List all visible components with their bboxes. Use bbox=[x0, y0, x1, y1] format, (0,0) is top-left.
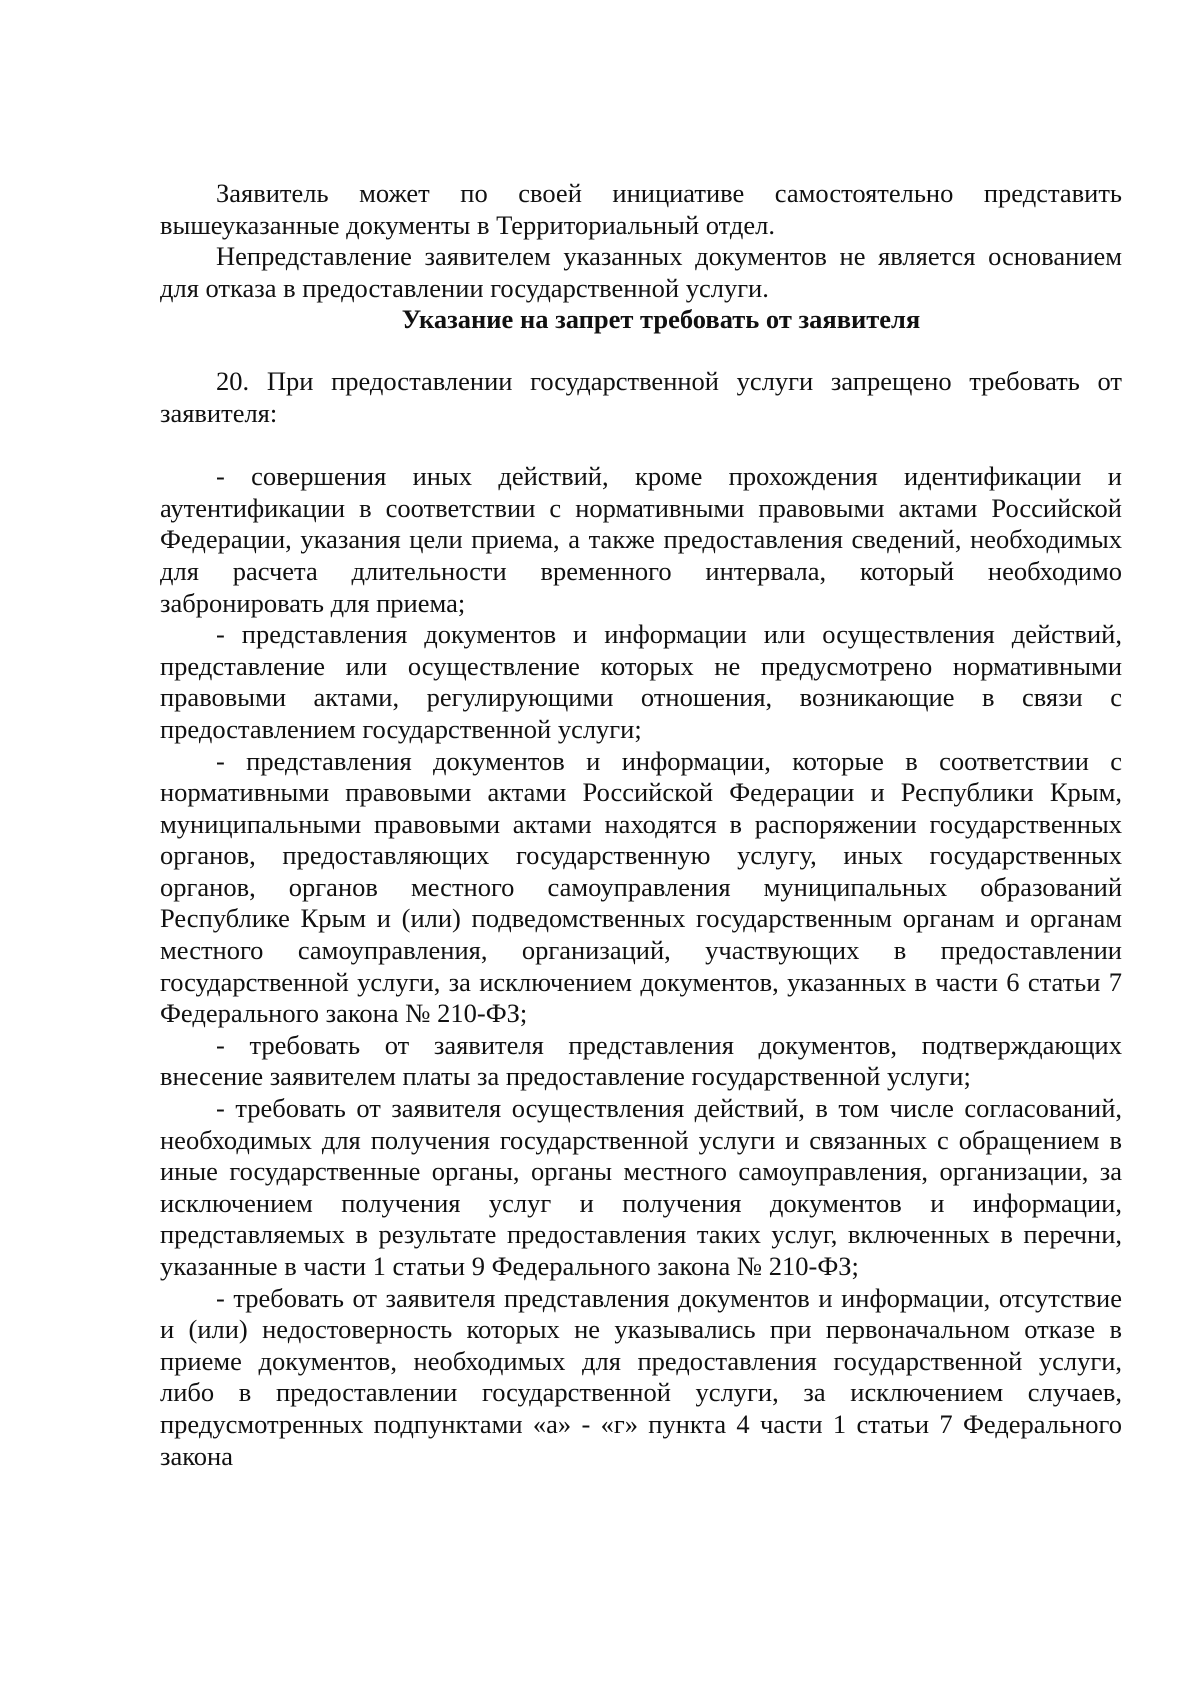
list-item: - представления документов и информации, которые в соответствии с нормативными правовыми актами Российской Федерации и Республики Крым, муниципальными правовыми актами находятся в распоряжении государственных органов, предоставляющих государственную услугу, иных государственных органов, органов местного самоуправления муниципальных образований Республике Крым и (или) подведомственных государственным органам и органам местного самоуправления, организаций, участвующих в предоставлении государственной услуги, за исключением документов, указанных в части 6 статьи 7 Федерального закона № 210-ФЗ; bbox=[160, 745, 1122, 1029]
item-20-lead: 20. При предоставлении государственной услуги запрещено требовать от заявителя: bbox=[160, 365, 1122, 428]
paragraph-applicant-initiative: Заявитель может по своей инициативе самостоятельно представить вышеуказанные документы в Территориальный отдел. bbox=[160, 178, 1122, 240]
document-page bbox=[160, 178, 1122, 1472]
list-item: - требовать от заявителя осуществления действий, в том числе согласований, необходимых для получения государственной услуги и связанных с обращением в иные государственные органы, органы местного самоуправления, организации, за исключением получения услуг и получения документов и информации, представляемых в результате предоставления таких услуг, включенных в перечни, указанные в части 1 статьи 9 Федерального закона № 210-ФЗ; bbox=[160, 1093, 1122, 1281]
list-item: - требовать от заявителя представления документов, подтверждающих внесение заявителем платы за предоставление государственной услуги; bbox=[160, 1029, 1122, 1092]
list-item: - совершения иных действий, кроме прохождения идентификации и аутентификации в соответствии с нормативными правовыми актами Российской Федерации, указания цели приема, а также предоставления сведений, необходимых для расчета длительности временного интервала, который необходимо забронировать для приема; bbox=[160, 461, 1122, 618]
list-item: - требовать от заявителя представления документов и информации, отсутствие и (или) недостоверность которых не указывались при первоначальном отказе в приеме документов, необходимых для предоставления государственной услуги, либо в предоставлении государственной услуги, за исключением случаев, предусмотренных подпунктами «а» - «г» пункта 4 части 1 статьи 7 Федерального закона bbox=[160, 1282, 1122, 1471]
paragraph-non-submission: Непредставление заявителем указанных документов не является основанием для отказа в предоставлении государственной услуги. bbox=[160, 241, 1122, 303]
section-heading: Указание на запрет требовать от заявителя bbox=[401, 304, 921, 335]
list-item: - представления документов и информации или осуществления действий, представление или осуществление которых не предусмотрено нормативными правовыми актами, регулирующими отношения, возникающие в связи с предоставлением государственной услуги; bbox=[160, 619, 1122, 744]
